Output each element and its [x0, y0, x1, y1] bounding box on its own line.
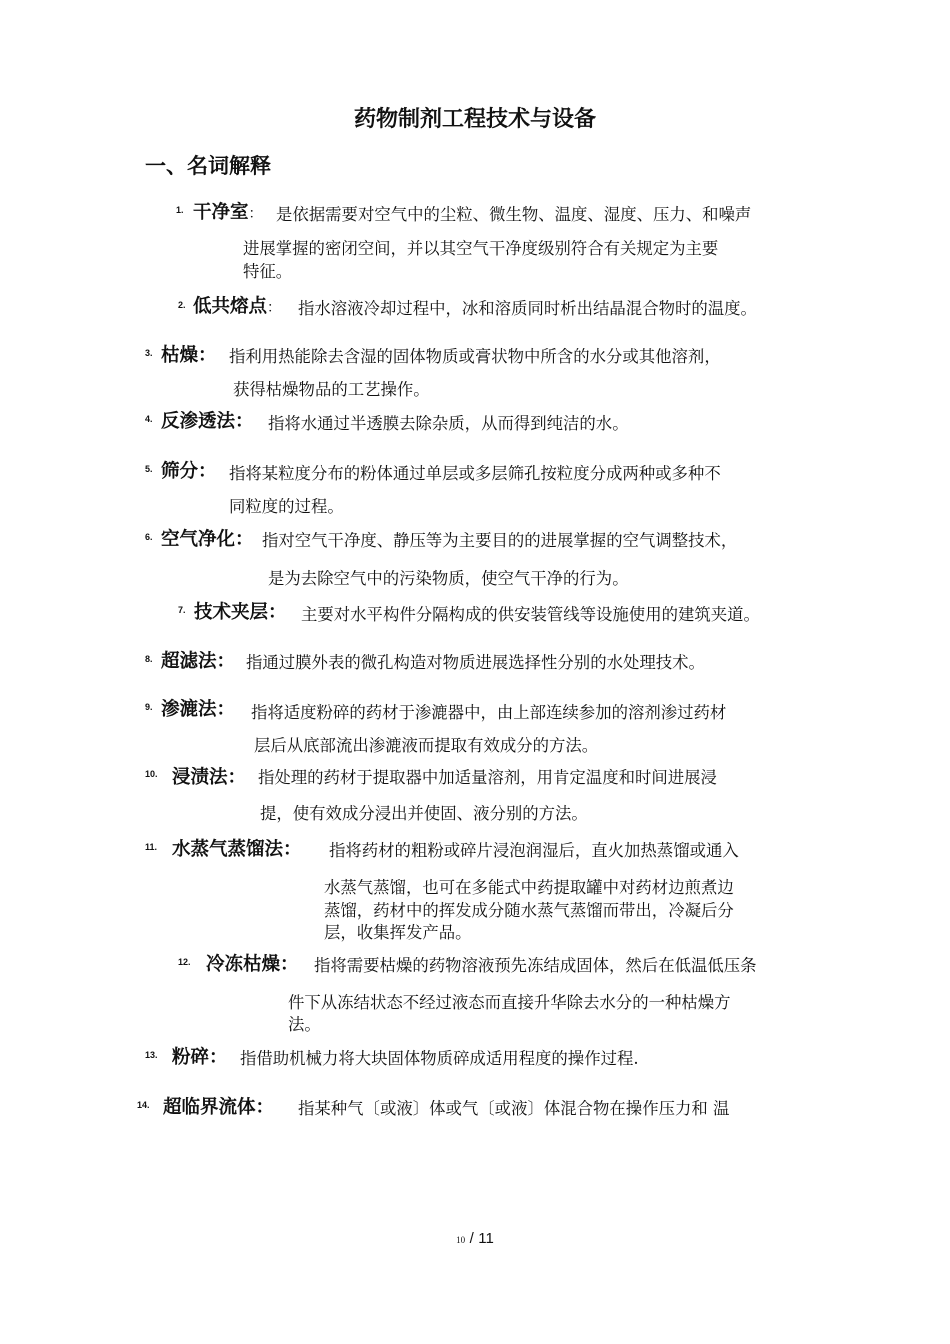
term-label — [193, 198, 263, 224]
definition-text-line: 获得枯燥物品的工艺操作。 — [233, 380, 430, 399]
definition-text-line: 指将适度粉碎的药材于渗漉器中，由上部连续参加的溶剂渗过药材 — [251, 703, 727, 722]
definition-text-line: 法。 — [288, 1015, 321, 1034]
definition-text-line: 指某种气〔或液〕体或气〔或液〕体混合物在操作压力和 温 — [298, 1099, 730, 1118]
item-number: 14. — [137, 1100, 150, 1110]
definition-text-line: 是依据需要对空气中的尘粒、微生物、温度、湿度、压力、和噪声 — [276, 205, 752, 224]
term-text: 水蒸气蒸馏法： — [172, 839, 302, 860]
term-label — [161, 695, 235, 721]
term-text: 超临界流体： — [163, 1097, 275, 1118]
term-label — [193, 292, 281, 318]
definition-text-line: 同粒度的过程。 — [229, 497, 344, 516]
total-pages: 11 — [478, 1230, 494, 1247]
item-number: 12. — [178, 957, 191, 967]
term-separator: ： — [267, 300, 282, 316]
term-text: 技术夹层： — [194, 602, 287, 623]
definition-text-line: 指将某粒度分布的粉体通过单层或多层筛孔按粒度分成两种或多种不 — [229, 464, 721, 483]
item-number: 11. — [145, 842, 158, 852]
item-number: 4. — [145, 414, 153, 424]
definition-text-line: 指水溶液冷却过程中，冰和溶质同时析出结晶混合物时的温度。 — [298, 299, 757, 318]
term-label — [172, 763, 246, 789]
item-number: 5. — [145, 464, 153, 474]
term-label — [161, 407, 254, 433]
term-text: 筛分： — [161, 461, 217, 482]
definition-text-line: 指将药材的粗粉或碎片浸泡润湿后，直火加热蒸馏或通入 — [329, 841, 739, 860]
item-number: 8. — [145, 654, 153, 664]
item-number: 1. — [176, 205, 184, 215]
definition-text-line: 件下从冻结状态不经过液态而直接升华除去水分的一种枯燥方 — [288, 993, 731, 1012]
definition-text-line: 指利用热能除去含湿的固体物质或膏状物中所含的水分或其他溶剂， — [229, 347, 721, 366]
term-label — [161, 525, 254, 551]
term-label — [163, 1093, 274, 1119]
definition-text-line: 指将需要枯燥的药物溶液预先冻结成固体，然后在低温低压条 — [314, 956, 757, 975]
term-label — [206, 950, 299, 976]
term-text: 渗漉法： — [161, 699, 236, 720]
term-text: 反渗透法： — [161, 411, 254, 432]
section-heading: 一、名词解释 — [145, 154, 271, 178]
term-text: 冷冻枯燥： — [206, 954, 299, 975]
term-label — [161, 457, 217, 483]
term-text: 粉碎： — [172, 1047, 228, 1068]
document-title: 药物制剂工程技术与设备 — [353, 107, 596, 132]
term-label — [172, 835, 302, 861]
term-text: 空气净化： — [161, 529, 254, 550]
definition-text-line: 指处理的药材于提取器中加适量溶剂，用肯定温度和时间进展浸 — [258, 768, 717, 787]
term-text: 枯燥： — [161, 345, 217, 366]
item-number: 6. — [145, 532, 153, 542]
item-number: 3. — [145, 348, 153, 358]
definition-text-line: 进展掌握的密闭空间，并以其空气干净度级别符合有关规定为主要 — [243, 239, 719, 258]
definition-text-line: 特征。 — [243, 262, 293, 281]
definition-text-line: 水蒸气蒸馏，也可在多能式中药提取罐中对药材边煎煮边 — [324, 878, 734, 897]
definition-text-line: 指将水通过半透膜去除杂质，从而得到纯洁的水。 — [268, 414, 629, 433]
page-separator: / — [469, 1230, 474, 1247]
definition-text-line: 层后从底部流出渗漉液而提取有效成分的方法。 — [254, 736, 599, 755]
definition-text-line: 指通过膜外表的微孔构造对物质进展选择性分别的水处理技术。 — [246, 653, 705, 672]
definition-text-line: 蒸馏，药材中的挥发成分随水蒸气蒸馏而带出，冷凝后分 — [324, 901, 734, 920]
definition-text-line: 指借助机械力将大块固体物质碎成适用程度的操作过程. — [240, 1049, 639, 1068]
definition-text-line: 主要对水平构件分隔构成的供安装管线等设施使用的建筑夹道。 — [301, 605, 760, 624]
item-number: 9. — [145, 702, 153, 712]
term-text: 低共熔点 — [193, 296, 268, 317]
term-label — [161, 341, 217, 367]
current-page-number: 10 — [456, 1235, 466, 1245]
item-number: 2. — [178, 300, 186, 310]
definition-text-line: 提，使有效成分浸出并使固、液分别的方法。 — [260, 804, 588, 823]
page-footer — [0, 1230, 950, 1247]
definition-text-line: 层，收集挥发产品。 — [324, 923, 472, 942]
term-separator: ： — [248, 206, 263, 222]
term-text: 浸渍法： — [172, 767, 247, 788]
item-number: 10. — [145, 769, 158, 779]
term-label — [194, 598, 287, 624]
term-text: 干净室 — [193, 202, 249, 223]
term-label — [161, 647, 235, 673]
item-number: 7. — [178, 605, 186, 615]
term-label — [172, 1043, 228, 1069]
definition-text-line: 指对空气干净度、静压等为主要目的的进展掌握的空气调整技术， — [262, 531, 738, 550]
term-text: 超滤法： — [161, 651, 236, 672]
item-number: 13. — [145, 1050, 158, 1060]
definition-text-line: 是为去除空气中的污染物质，使空气干净的行为。 — [268, 569, 629, 588]
